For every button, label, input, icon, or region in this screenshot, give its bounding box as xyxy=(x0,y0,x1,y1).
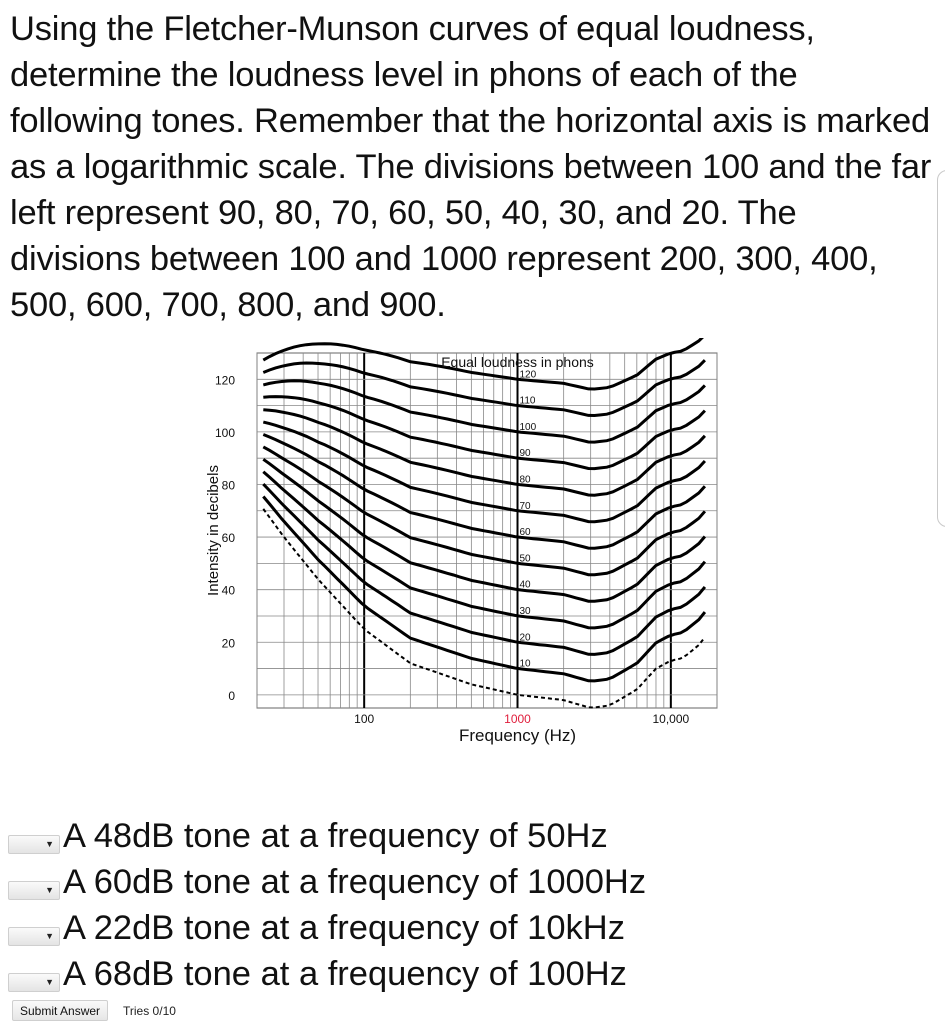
x-axis-label: Frequency (Hz) xyxy=(458,726,577,745)
chart-title: Equal loudness in phons xyxy=(441,354,594,370)
x-tick-label: 1000 xyxy=(504,712,531,726)
answer-row xyxy=(8,951,908,997)
answer-text: A 68dB tone at a frequency of 100Hz xyxy=(63,955,627,993)
y-tick-label: 80 xyxy=(221,478,235,493)
y-tick-label: 120 xyxy=(214,373,235,388)
answer-row xyxy=(8,813,908,859)
answer-text: A 60dB tone at a frequency of 1000Hz xyxy=(63,863,647,901)
y-axis-label: Intensity in decibels xyxy=(205,465,222,596)
curve-label: 80 xyxy=(519,474,531,486)
chevron-down-icon: ▼ xyxy=(45,885,54,895)
curve-label: 100 xyxy=(519,421,537,433)
chevron-down-icon: ▼ xyxy=(45,839,54,849)
curve-label: 40 xyxy=(519,579,531,591)
curve-label: 120 xyxy=(519,369,537,381)
curve-label: 10 xyxy=(519,658,531,670)
y-tick-label: 20 xyxy=(221,636,235,651)
curve-label: 70 xyxy=(519,500,531,512)
answer-select-3[interactable] xyxy=(8,927,60,946)
chevron-down-icon: ▼ xyxy=(45,931,54,941)
curve-label: 20 xyxy=(519,632,531,644)
y-tick-label: 40 xyxy=(221,583,235,598)
curve-label: 110 xyxy=(519,395,536,407)
answer-text: A 22dB tone at a frequency of 10kHz xyxy=(63,909,625,947)
question-text: Using the Fletcher-Munson curves of equal loudness, determine the loudness level in phons of each of the following tones. Remember that the horizontal axis is marked as a logarithmic scale. The divisions between 100 and the far left represent 90, 80, 70, 60, 50, 40, 30, and 20. The divisions between 100 and 1000 represent 200, 300, 400, 500, 600, 700, 800, and 900. xyxy=(10,10,932,324)
submit-answer-button[interactable]: Submit Answer xyxy=(12,1000,108,1021)
curve-label: 50 xyxy=(519,553,531,565)
y-tick-label: 100 xyxy=(214,425,235,440)
curve-label: 90 xyxy=(519,448,531,460)
answer-row xyxy=(8,905,908,951)
chevron-down-icon: ▼ xyxy=(45,977,54,987)
curve-label: 30 xyxy=(519,605,531,617)
answer-text: A 48dB tone at a frequency of 50Hz xyxy=(63,817,608,855)
answer-row xyxy=(8,859,908,905)
tries-counter: Tries 0/10 xyxy=(123,1004,176,1018)
fletcher-munson-chart xyxy=(172,338,752,768)
answer-select-2[interactable] xyxy=(8,881,60,900)
answer-select-1[interactable] xyxy=(8,835,60,854)
y-tick-label: 60 xyxy=(221,531,235,546)
y-tick-label: 0 xyxy=(228,688,235,703)
x-tick-label: 100 xyxy=(354,712,375,726)
curve-label: 60 xyxy=(519,527,531,539)
side-panel-tab[interactable] xyxy=(937,170,945,527)
answer-select-4[interactable] xyxy=(8,973,60,992)
x-tick-label: 10,000 xyxy=(652,712,690,726)
